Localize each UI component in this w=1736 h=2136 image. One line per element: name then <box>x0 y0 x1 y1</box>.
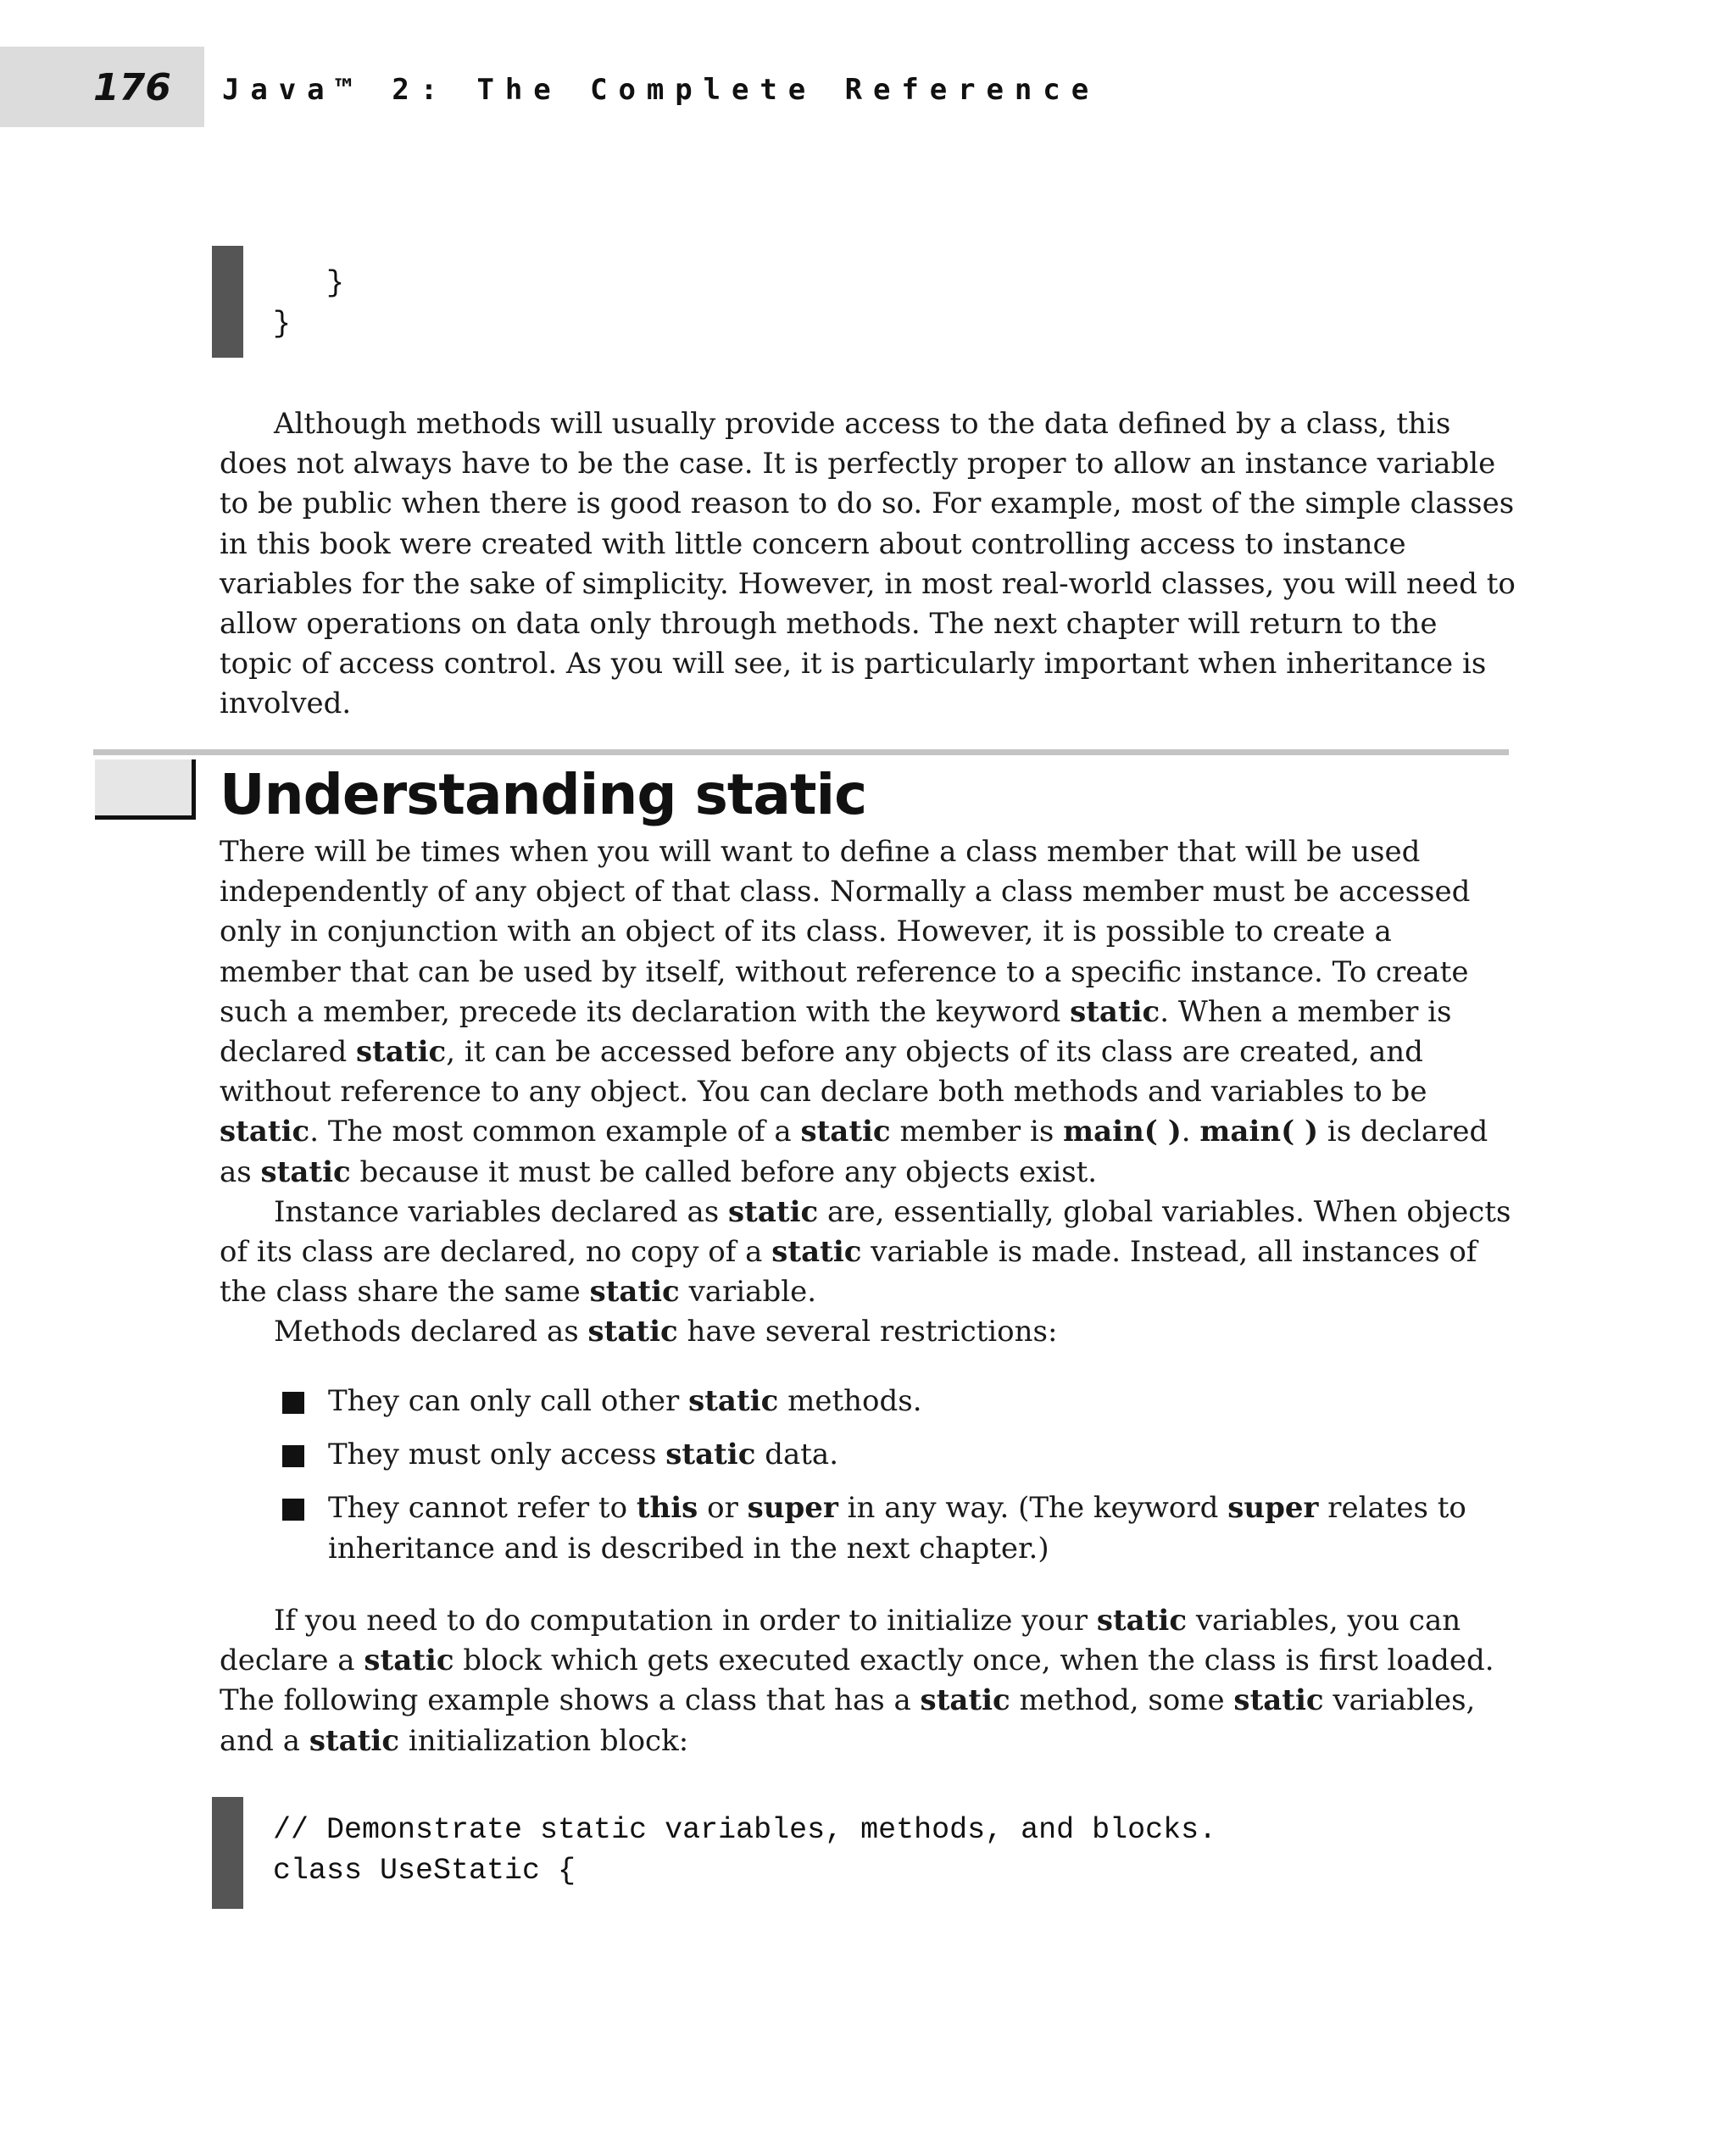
list-item: They cannot refer to this or super in any way. (The keyword super relates to inheritance and is described in the next chapter.) <box>282 1488 1520 1568</box>
page-number: 176 <box>93 66 171 109</box>
list-item: They can only call other static methods. <box>282 1382 1520 1421</box>
intro-paragraph: Although methods will usually provide access to the data defined by a class, this does not always have to be the case. It is perfectly proper to allow an instance variable to be public when there is good reason to do so. For example, most of the simple classes in this book were created with little concern about controlling access to instance variables for the sake of simplicity. However, in most real-world classes, you will need to allow operations on data only through methods. The next chapter will return to the topic of access control. As you will see, it is particularly important when inheritance is involved. <box>220 407 1516 721</box>
section-title: Understanding static <box>220 762 867 827</box>
square-bullet-icon <box>282 1499 304 1521</box>
paragraph-1: There will be times when you will want to define a class member that will be used independently of any object of that class. Normally a class member must be accessed only in conjunction with an object of its class. However, it is possible to create a member that can be used by itself, without reference to a specific instance. To create such a member, precede its declaration with the keyword static. When a member is declared static, it can be accessed before any objects of its class are created, and without reference to any object. You can declare both methods and variables to be static. The most common example of a static member is main( ). main( ) is declared as static because it must be called before any objects exist. <box>220 835 1488 1189</box>
section-marker-box <box>95 759 196 820</box>
square-bullet-icon <box>282 1392 304 1414</box>
paragraph-4-container <box>220 1601 1516 1761</box>
list-item: They must only access static data. <box>282 1435 1520 1475</box>
code-text: } } <box>273 266 345 341</box>
code-bar <box>212 246 243 358</box>
section-rule <box>93 749 1509 755</box>
paragraph-3: Methods declared as static have several restrictions: <box>274 1315 1058 1349</box>
code-bar <box>212 1797 243 1909</box>
paragraph-4: If you need to do computation in order to initialize your static variables, you can declare a static block which gets executed exactly once, when the class is first loaded. The following example shows a class that has a static method, some static variables, and a static initialization block: <box>220 1604 1494 1758</box>
restrictions-list <box>282 1382 1520 1583</box>
paragraph-2: Instance variables declared as static are, essentially, global variables. When objects of its class are declared, no copy of a static variable is made. Instead, all instances of the class share the same static variable. <box>220 1194 1511 1310</box>
code-text: // Demonstrate static variables, methods, and blocks. class UseStatic { <box>273 1813 1217 1888</box>
section-body <box>220 832 1516 1353</box>
intro-paragraph-container <box>220 404 1516 725</box>
running-title: Java™ 2: The Complete Reference <box>222 73 1100 107</box>
square-bullet-icon <box>282 1445 304 1467</box>
